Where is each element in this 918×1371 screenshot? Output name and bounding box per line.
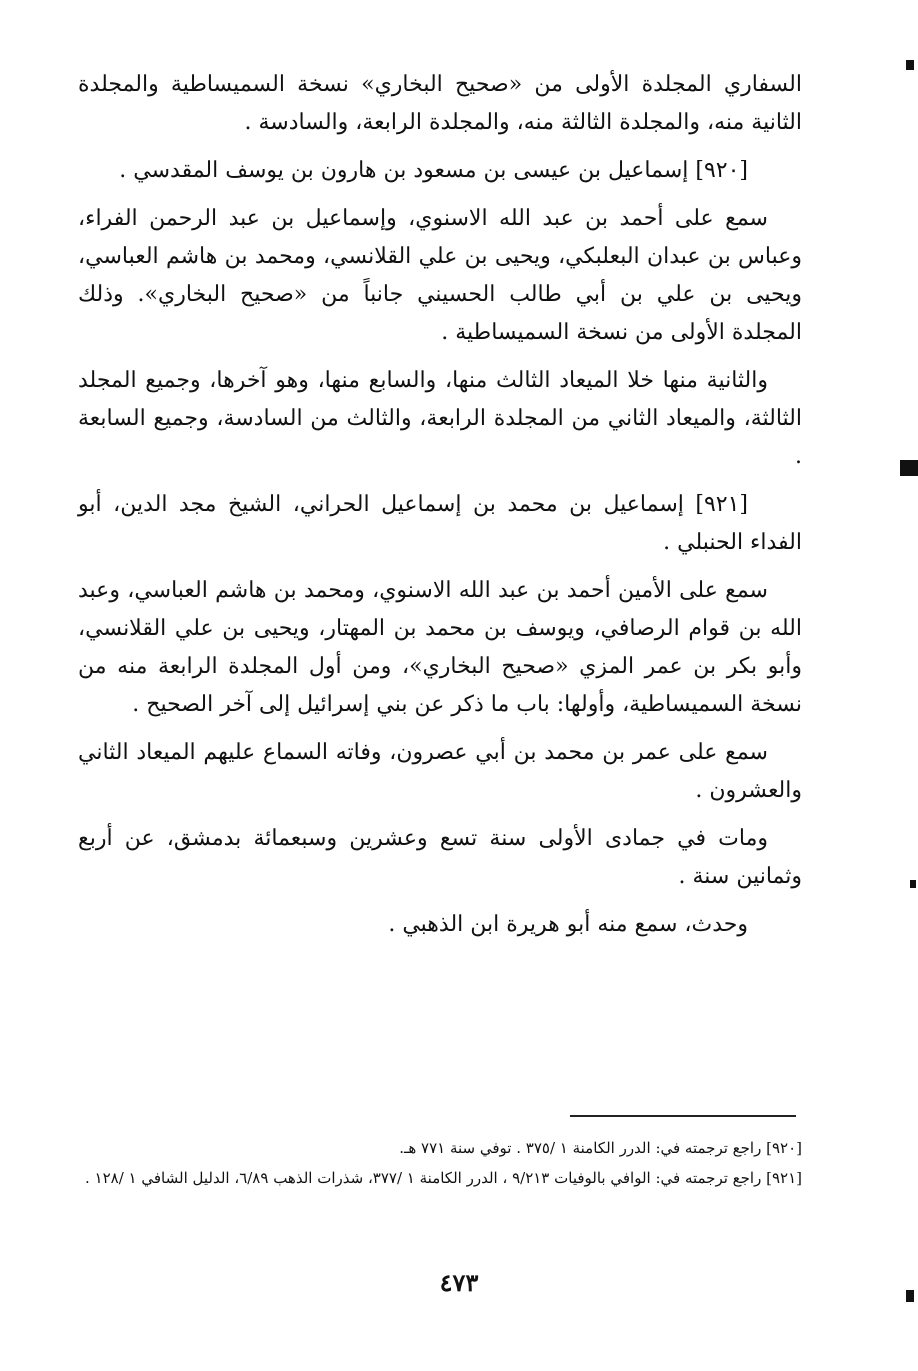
paragraph-920-volumes: والثانية منها خلا الميعاد الثالث منها، والسابع منها، وهو آخرها، وجميع المجلد الثالثة، والميعاد الثاني من المجلدة الرابعة، والثالث من السادسة، وجميع السابعة . <box>78 368 802 469</box>
page-number: ٤٧٣ <box>439 1268 479 1297</box>
scan-mark <box>900 460 918 476</box>
paragraph-continuation: السفاري المجلدة الأولى من «صحيح البخاري» نسخة السميساطية والمجلدة الثانية منه، والمجلدة الثالثة منه، والمجلدة الرابعة، والسادسة . <box>78 72 802 135</box>
footnote-divider <box>570 1115 796 1117</box>
paragraph-921-teachers: سمع على الأمين أحمد بن عبد الله الاسنوي، ومحمد بن هاشم العباسي، وعبد الله بن قوام الرصافي، ويوسف بن محمد بن المهتار، ويحيى بن علي القلانسي، وأبو بكر بن عمر المزي «صحيح البخاري»، ومن أول المجلدة الرابعة منه من نسخة السميساطية، وأولها: باب ما ذكر عن بني إسرائيل إلى آخر الصحيح . <box>78 578 802 717</box>
entry-921-heading: [٩٢١] إسماعيل بن محمد بن إسماعيل الحراني، الشيخ مجد الدين، أبو الفداء الحنبلي . <box>78 492 802 555</box>
scan-mark <box>906 60 914 70</box>
footnotes <box>78 1134 802 1194</box>
footnote-920: [٩٢٠] راجع ترجمته في: الدرر الكامنة ١ /٣٧٥ . توفي سنة ٧٧١ هـ. <box>399 1139 802 1157</box>
main-text <box>78 66 802 954</box>
paragraph-921-narration: وحدث، سمع منه أبو هريرة ابن الذهبي . <box>388 912 748 937</box>
scan-mark <box>906 1290 914 1302</box>
paragraph-920-teachers: سمع على أحمد بن عبد الله الاسنوي، وإسماعيل بن عبد الرحمن الفراء، وعباس بن عبدان البعلبكي، ويحيى بن علي القلانسي، ومحمد بن هاشم العباسي، ويحيى بن علي بن أبي طالب الحسيني جانباً من «صحيح البخاري». وذلك المجلدة الأولى من نسخة السميساطية . <box>78 206 802 345</box>
scan-mark <box>910 880 916 888</box>
paragraph-921-ibn-asrun: سمع على عمر بن محمد بن أبي عصرون، وفاته السماع عليهم الميعاد الثاني والعشرون . <box>78 740 802 803</box>
paragraph-921-death: ومات في جمادى الأولى سنة تسع وعشرين وسبعمائة بدمشق، عن أربع وثمانين سنة . <box>78 826 802 889</box>
entry-920-heading: [٩٢٠] إسماعيل بن عيسى بن مسعود بن هارون بن يوسف المقدسي . <box>119 158 748 183</box>
footnote-921: [٩٢١] راجع ترجمته في: الوافي بالوفيات ٩/٢١٣ ، الدرر الكامنة ١ /٣٧٧، شذرات الذهب ٦/٨٩، الدليل الشافي ١ /١٢٨ . <box>85 1169 802 1187</box>
